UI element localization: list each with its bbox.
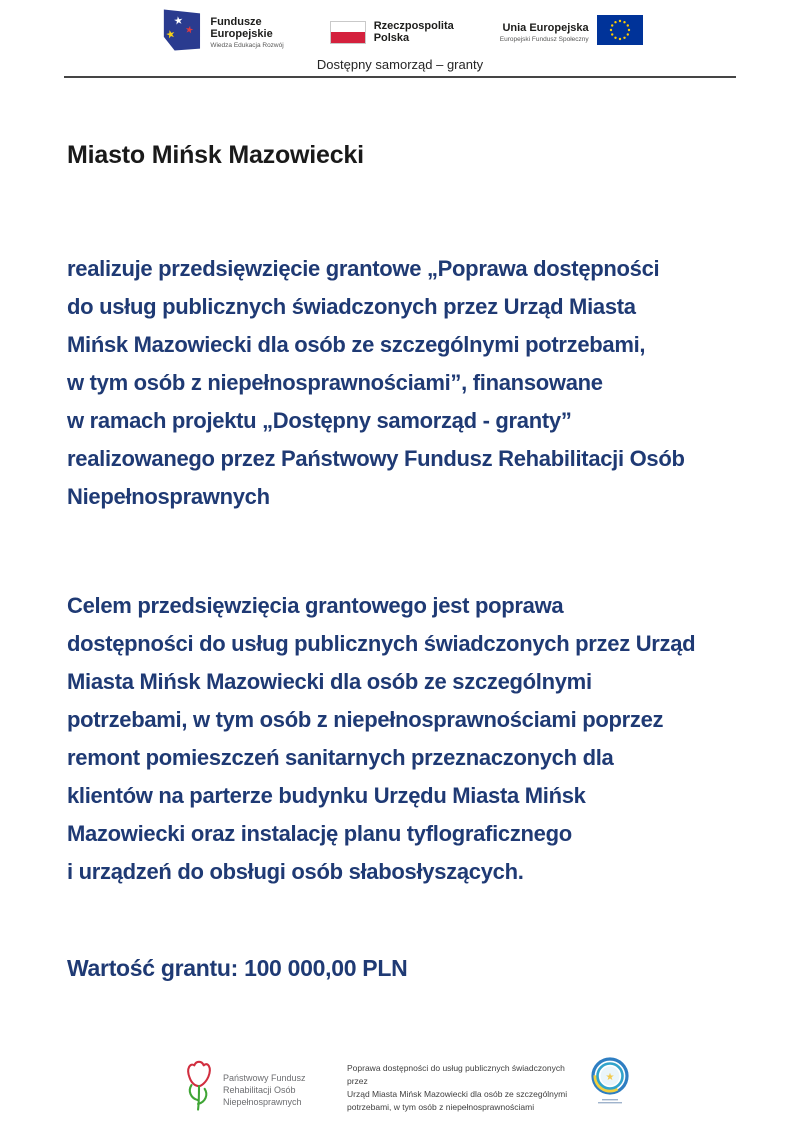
svg-text:★: ★: [605, 1072, 615, 1083]
paragraph-grant-goal: [67, 587, 695, 891]
pl-title-line2: Polska: [373, 32, 410, 44]
pfron-name-line1: Państwowy Fundusz: [223, 1072, 306, 1083]
eu-subtitle: Europejski Fundusz Społeczny: [499, 35, 589, 43]
pfron-name-line2: Rehabilitacji Osób: [223, 1084, 296, 1095]
polish-flag-icon: [330, 21, 366, 44]
eu-flag-icon: [597, 15, 643, 50]
pl-title-line1: Rzeczpospolita: [373, 20, 454, 32]
city-sun-logo-icon: [588, 1056, 632, 1113]
footer: [0, 1056, 800, 1126]
para2-line: potrzebami, w tym osób z niepełnosprawnościami poprzez: [67, 707, 664, 732]
para1-line: w ramach projektu „Dostępny samorząd - granty”: [67, 408, 572, 433]
para1-line: Niepełnosprawnych: [67, 484, 270, 509]
pfron-name-line3: Niepełnosprawnych: [223, 1096, 302, 1107]
para2-line: dostępności do usług publicznych świadczonych przez Urząd: [67, 631, 696, 656]
pl-logo-text: [374, 20, 454, 44]
logo-unia-europejska: [500, 15, 643, 50]
para1-line: realizowanego przez Państwowy Fundusz Rehabilitacji Osób: [67, 446, 685, 471]
footer-description: [347, 1062, 587, 1114]
para2-line: remont pomieszczeń sanitarnych przeznaczonych dla: [67, 745, 614, 770]
fe-title-line2: Europejskie: [210, 27, 273, 40]
para2-line: i urządzeń do obsługi osób słabosłyszących.: [67, 859, 524, 884]
logo-rzeczpospolita-polska: [330, 20, 454, 44]
header-logos: [0, 6, 800, 58]
header-divider: [64, 76, 736, 78]
pfron-logo-block: [183, 1058, 306, 1121]
para2-line: Mazowiecki oraz instalację planu tyflograficznego: [67, 821, 572, 846]
header-caption: Dostępny samorząd – granty: [316, 57, 484, 72]
svg-text:★: ★: [173, 14, 185, 28]
para2-line: Miasta Mińsk Mazowiecki dla osób ze szczególnymi: [67, 669, 592, 694]
svg-text:★: ★: [184, 23, 195, 37]
para1-line: do usług publicznych świadczonych przez Urząd Miasta: [67, 294, 636, 319]
page-title: Miasto Mińsk Mazowiecki: [67, 141, 364, 169]
footer-desc-line2: Urząd Miasta Mińsk Mazowiecki dla osób ze szczególnymi: [347, 1089, 568, 1099]
pfron-name: [223, 1072, 306, 1108]
fe-logo-text: [210, 16, 283, 49]
eu-title: Unia Europejska: [502, 21, 589, 34]
fe-title-line1: Fundusze: [210, 15, 262, 28]
footer-desc-line1: Poprawa dostępności do usług publicznych świadczonych przez: [347, 1063, 565, 1086]
eu-logo-text: [500, 22, 589, 43]
logo-fundusze-europejskie: [157, 7, 283, 58]
para2-line: klientów na parterze budynku Urzędu Miasta Mińsk: [67, 783, 586, 808]
para1-line: w tym osób z niepełnosprawnościami”, finansowane: [67, 370, 603, 395]
svg-text:★: ★: [164, 27, 178, 42]
tulip-icon: [183, 1058, 215, 1121]
grant-value: Wartość grantu: 100 000,00 PLN: [67, 955, 408, 981]
footer-desc-line3: potrzebami, w tym osób z niepełnosprawnościami: [347, 1102, 535, 1112]
para2-line: Celem przedsięwzięcia grantowego jest poprawa: [67, 593, 564, 618]
fe-subtitle: Wiedza Edukacja Rozwój: [210, 41, 284, 49]
eu-funds-flag-icon: [157, 7, 202, 58]
paragraph-grant-description: [67, 250, 685, 516]
para1-line: Mińsk Mazowiecki dla osób ze szczególnymi potrzebami,: [67, 332, 646, 357]
para1-line: realizuje przedsięwzięcie grantowe „Poprawa dostępności: [67, 256, 660, 281]
